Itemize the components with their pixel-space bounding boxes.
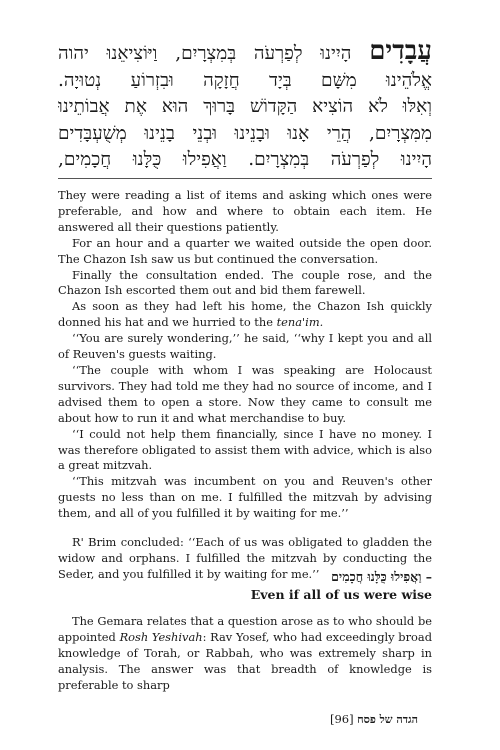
hebrew-line: מִמִּצְרָיִם, הֲרֵי אָנוּ וּבָנֵינוּ וּבְנֵי בָנֵינוּ מְשֻׁעְבָּדִים <box>58 122 432 144</box>
hebrew-line: הָיִינוּ לְפַרְעֹה בְּמִצְרָיִם. וַאֲפִילוּ כֻּלָּנוּ חֲכָמִים, <box>58 149 432 170</box>
hebrew-line: וְאִלּוּ לֹא הוֹצִיא הַקָּדוֹשׁ בָּרוּךְ הוּא אֶת אֲבוֹתֵינוּ <box>58 96 432 117</box>
section-heading-english: Even if all of us were wise <box>250 587 432 602</box>
paragraph <box>58 614 432 694</box>
paragraph: ‘‘I could not help them financially, since I have no money. I was therefore obligated to assist them with advice, which is also a great mitzvah. <box>58 426 432 473</box>
page-number: [96] <box>329 712 354 726</box>
commentary-text <box>58 614 432 694</box>
story-text <box>58 188 432 583</box>
paragraph: ‘‘This mitzvah was incumbent on you and Reuven's other guests no less than on me. I fulfilled the mitzvah by advising them, and all of you fulfilled it by waiting for me.’’ <box>58 474 432 521</box>
paragraph: R' Brim concluded: ‘‘Each of us was obligated to gladden the widow and orphans. I fulfilled the mitzvah by conducting the Seder, and you fulfilled it by waiting for me.’’ <box>58 535 432 581</box>
paragraph: ‘‘The couple with whom I was speaking are Holocaust survivors. They had told me they had no source of income, and I advised them to open a store. Now they came to consult me about how to run it and what merchandise to buy. <box>58 362 432 425</box>
paragraph: Finally the consultation ended. The couple rose, and the Chazon Ish escorted them out and bid them farewell. <box>58 267 432 298</box>
italic-term: Rosh Yeshivah <box>119 629 203 644</box>
hebrew-lead-word: עֲבָדִים <box>369 38 432 66</box>
hebrew-line: אֱלֹהֵינוּ מִשָּׁם בְּיָד חֲזָקָה וּבִזְרוֹעַ נְטוּיָה. <box>58 69 432 91</box>
page-footer <box>58 712 432 726</box>
hebrew-passage <box>58 38 432 174</box>
italic-term: tena'im. <box>276 315 324 330</box>
paragraph: ‘‘You are surely wondering,’’ he said, ‘‘why I kept you and all of Reuven's guests waiting. <box>58 331 432 362</box>
paragraph: For an hour and a quarter we waited outside the open door. The Chazon Ish saw us but continued the conversation. <box>58 235 432 266</box>
hebrew-line-text: הָיִינוּ לְפַרְעֹה בְּמִצְרָיִם, וַיּוֹצִיאֵנוּ יהוה <box>58 43 352 64</box>
book-title: הגדה של פסח <box>357 713 418 726</box>
paragraph: They were reading a list of items and asking which ones were preferable, and how and where to obtain each item. He answered all their questions patiently. <box>58 188 432 234</box>
paragraph-text: : Rav Yosef, who had exceedingly broad knowledge of Torah, or Rabbah, who was extremely sharp in analysis. The answer was that breadth of knowledge is preferable to sharp <box>58 629 432 692</box>
section-heading-hebrew: – וַאֲפִילוּ כֻּלָּנוּ חֲכָמִים <box>331 569 432 584</box>
paragraph-text: The Gemara relates that a question arose as to who should be appointed <box>58 614 432 644</box>
section-divider <box>58 178 432 179</box>
paragraph <box>58 299 432 331</box>
paragraph-text: As soon as they had left his home, the Chazon Ish quickly donned his hat and we hurried to the <box>58 299 432 330</box>
section-heading <box>58 568 432 603</box>
hebrew-line <box>58 38 432 68</box>
